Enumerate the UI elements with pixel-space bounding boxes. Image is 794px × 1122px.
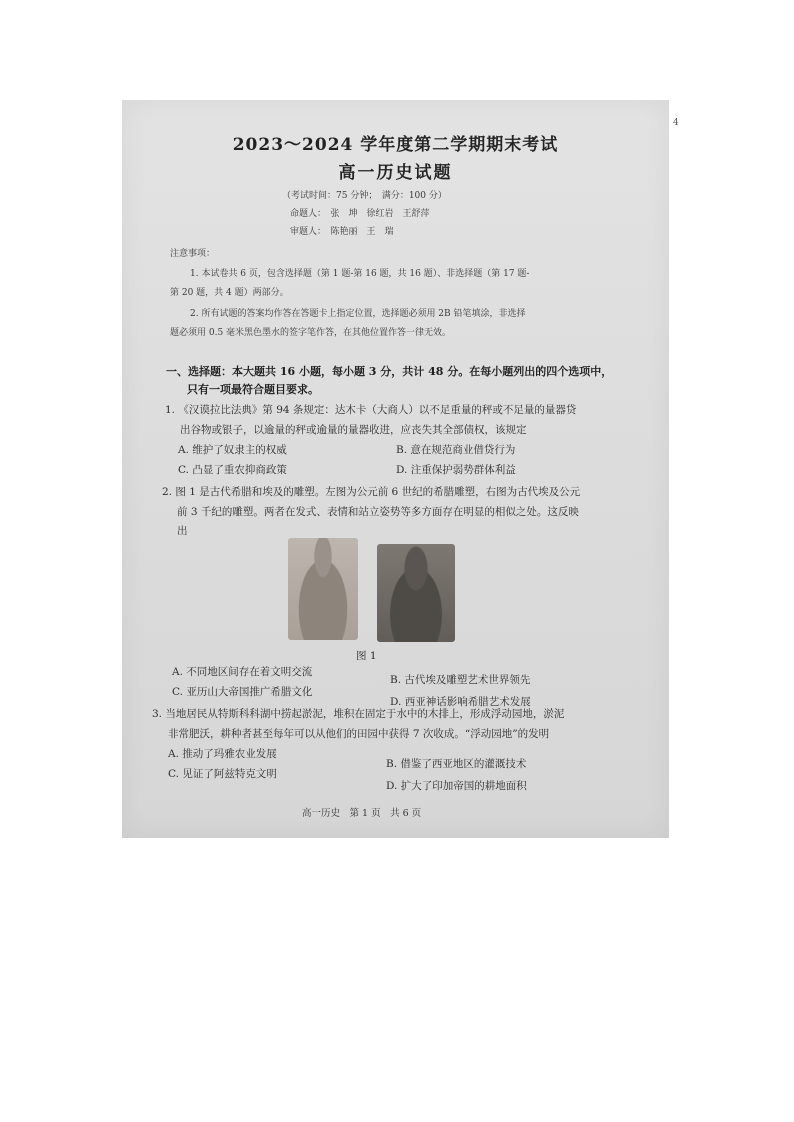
q3-option-b: B. 借鉴了西亚地区的灌溉技术 [386, 758, 527, 770]
notice-heading: 注意事项： [170, 249, 216, 259]
q2-option-d: D. 西亚神话影响希腊艺术发展 [390, 696, 531, 708]
notice-line: 2. 所有试题的答案均作答在答题卡上指定位置，选择题必须用 2B 铅笔填涂，非选择 [190, 309, 526, 319]
q3-option-d: D. 扩大了印加帝国的耕地面积 [386, 780, 527, 792]
q3-stem: 3. 当地居民从特斯科科湖中捞起淤泥，堆积在固定于水中的木排上，形成浮动园地，淤泥 [152, 708, 565, 720]
page-footer: 高一历史 第 1 页 共 6 页 [302, 808, 422, 819]
figure-caption: 图 1 [356, 650, 377, 662]
egyptian-statue-image [377, 544, 455, 642]
q1-option-c: C. 凸显了重农抑商政策 [178, 464, 287, 476]
page-corner-mark: 4 [673, 118, 679, 128]
section-heading-cont: 只有一项最符合题目要求。 [187, 383, 319, 396]
exam-subtitle: 高一历史试题 [338, 163, 453, 183]
q3-option-a: A. 推动了玛雅农业发展 [168, 748, 277, 760]
q1-option-d: D. 注重保护弱势群体利益 [396, 464, 516, 476]
notice-line: 1. 本试卷共 6 页，包含选择题（第 1 题-第 16 题，共 16 题）、非选择题（第 17 题- [190, 269, 530, 279]
q2-stem-cont: 前 3 千纪的雕塑。两者在发式、表情和站立姿势等多方面存在明显的相似之处。这反映 [177, 506, 579, 518]
section-heading: 一、选择题：本大题共 16 小题，每小题 3 分，共计 48 分。在每小题列出的四个选项中， [166, 365, 613, 378]
exam-authors: 命题人： 张 坤 徐红岩 王舒萍 [290, 209, 430, 219]
notice-line: 第 20 题，共 4 题）两部分。 [170, 288, 289, 298]
greek-statue-image [288, 538, 358, 640]
q2-option-c: C. 亚历山大帝国推广希腊文化 [172, 686, 313, 698]
exam-title: 2023～2024 学年度第二学期期末考试 [232, 135, 559, 155]
q1-stem: 1. 《汉谟拉比法典》第 94 条规定：达木卡（大商人）以不足重量的秤或不足量的量器贷 [165, 404, 577, 416]
q1-stem-cont: 出谷物或银子，以逾量的秤或逾量的量器收进，应丧失其全部债权，该规定 [180, 424, 527, 436]
exam-info: （考试时间：75 分钟； 满分：100 分） [282, 191, 447, 201]
notice-line: 题必须用 0.5 毫米黑色墨水的签字笔作答，在其他位置作答一律无效。 [170, 328, 452, 338]
q1-option-a: A. 维护了奴隶主的权威 [178, 444, 287, 456]
q2-option-a: A. 不同地区间存在着文明交流 [172, 666, 313, 678]
exam-page [122, 100, 669, 838]
q2-stem-cont: 出 [177, 525, 188, 537]
q2-option-b: B. 古代埃及雕塑艺术世界领先 [390, 674, 531, 686]
q3-stem-cont: 非常肥沃，耕种者甚至每年可以从他们的田园中获得 7 次收成。“浮动园地”的发明 [168, 728, 550, 740]
exam-reviewers: 审题人： 陈艳丽 王 瑞 [290, 227, 394, 237]
q2-stem: 2. 图 1 是古代希腊和埃及的雕塑。左图为公元前 6 世纪的希腊雕塑，右图为古代埃及公元 [162, 486, 581, 498]
q1-option-b: B. 意在规范商业借贷行为 [396, 444, 516, 456]
q3-option-c: C. 见证了阿兹特克文明 [168, 768, 277, 780]
